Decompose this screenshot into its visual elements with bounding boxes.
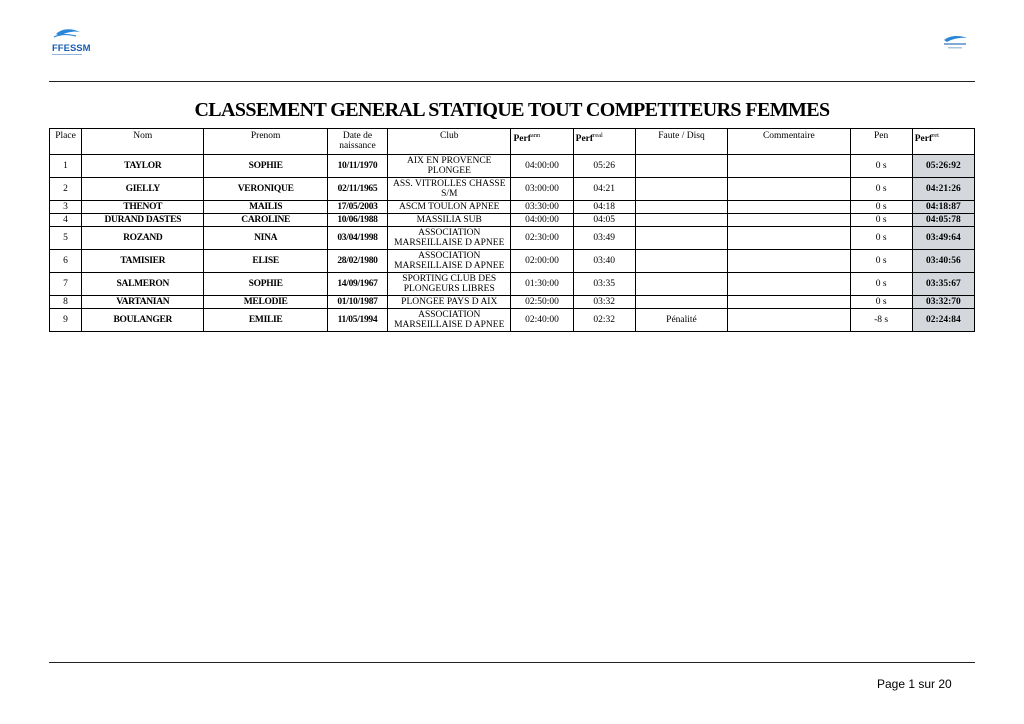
cell-club: MASSILIA SUB <box>388 214 511 227</box>
cell-perf-real: 03:49 <box>573 227 635 250</box>
cell-prenom: MAILIS <box>204 201 327 214</box>
cell-date: 11/05/1994 <box>327 309 387 332</box>
cell-pen: 0 s <box>850 214 912 227</box>
cell-perf-ann: 03:00:00 <box>511 178 573 201</box>
page-title: CLASSEMENT GENERAL STATIQUE TOUT COMPETITEURS FEMMES <box>194 99 830 121</box>
cell-perf-real: 03:40 <box>573 250 635 273</box>
cell-perf-real: 02:32 <box>573 309 635 332</box>
cell-perf-ret: 04:18:87 <box>912 201 974 214</box>
cell-perf-ann: 03:30:00 <box>511 201 573 214</box>
cell-perf-ann: 02:50:00 <box>511 296 573 309</box>
cell-prenom: SOPHIE <box>204 155 327 178</box>
cell-nom: VARTANIAN <box>82 296 204 309</box>
cell-perf-ret: 04:21:26 <box>912 178 974 201</box>
cell-date: 14/09/1967 <box>327 273 387 296</box>
cell-prenom: NINA <box>204 227 327 250</box>
table-header-row <box>50 129 975 155</box>
page-number: Page 1 sur 20 <box>877 677 952 691</box>
cell-nom: BOULANGER <box>82 309 204 332</box>
table-row <box>50 227 975 250</box>
cell-place: 2 <box>50 178 82 201</box>
cell-club: AIX EN PROVENCE PLONGEE <box>388 155 511 178</box>
col-faute: Faute / Disq <box>635 129 727 155</box>
cell-date: 10/06/1988 <box>327 214 387 227</box>
cell-date: 02/11/1965 <box>327 178 387 201</box>
cell-commentaire <box>728 214 850 227</box>
cell-place: 1 <box>50 155 82 178</box>
header-rule <box>49 81 975 82</box>
table-row <box>50 250 975 273</box>
cell-pen: 0 s <box>850 273 912 296</box>
cell-perf-ret: 03:32:70 <box>912 296 974 309</box>
cell-faute <box>635 155 727 178</box>
cell-perf-ann: 04:00:00 <box>511 155 573 178</box>
cell-commentaire <box>728 273 850 296</box>
cell-perf-ann: 04:00:00 <box>511 214 573 227</box>
cell-perf-ret: 04:05:78 <box>912 214 974 227</box>
cell-perf-real: 04:18 <box>573 201 635 214</box>
cell-pen: 0 s <box>850 227 912 250</box>
cell-prenom: MELODIE <box>204 296 327 309</box>
cell-perf-real: 03:32 <box>573 296 635 309</box>
cell-club: ASSOCIATION MARSEILLAISE D APNEE <box>388 227 511 250</box>
cell-prenom: CAROLINE <box>204 214 327 227</box>
col-place: Place <box>50 129 82 155</box>
ffessm-logo-text: FFESSM <box>52 43 91 54</box>
cell-commentaire <box>728 178 850 201</box>
cell-pen: 0 s <box>850 201 912 214</box>
cell-club: PLONGEE PAYS D AIX <box>388 296 511 309</box>
cell-pen: 0 s <box>850 296 912 309</box>
cell-perf-real: 04:21 <box>573 178 635 201</box>
col-perf-ann: Perf$^{ann}$ <box>511 129 573 155</box>
cell-perf-ann: 02:30:00 <box>511 227 573 250</box>
cell-pen: 0 s <box>850 155 912 178</box>
cell-perf-ret: 03:40:56 <box>912 250 974 273</box>
cell-pen: -8 s <box>850 309 912 332</box>
cell-commentaire <box>728 309 850 332</box>
cell-commentaire <box>728 227 850 250</box>
cell-club: ASCM TOULON APNEE <box>388 201 511 214</box>
col-nom: Nom <box>82 129 204 155</box>
cell-club: ASSOCIATION MARSEILLAISE D APNEE <box>388 250 511 273</box>
cell-perf-ann: 02:40:00 <box>511 309 573 332</box>
cell-perf-ret: 05:26:92 <box>912 155 974 178</box>
col-perf-real: Perf$^{real}$ <box>573 129 635 155</box>
cell-perf-ret: 03:35:67 <box>912 273 974 296</box>
cell-date: 28/02/1980 <box>327 250 387 273</box>
cell-place: 6 <box>50 250 82 273</box>
cell-date: 10/11/1970 <box>327 155 387 178</box>
table-row <box>50 214 975 227</box>
table-row <box>50 201 975 214</box>
cell-prenom: ELISE <box>204 250 327 273</box>
table-row <box>50 296 975 309</box>
cell-prenom: SOPHIE <box>204 273 327 296</box>
cell-date: 01/10/1987 <box>327 296 387 309</box>
cell-commentaire <box>728 250 850 273</box>
cell-faute <box>635 250 727 273</box>
cell-faute <box>635 273 727 296</box>
table-row <box>50 155 975 178</box>
cell-pen: 0 s <box>850 250 912 273</box>
cell-club: ASSOCIATION MARSEILLAISE D APNEE <box>388 309 511 332</box>
cell-faute <box>635 201 727 214</box>
cell-perf-ret: 03:49:64 <box>912 227 974 250</box>
cell-date: 03/04/1998 <box>327 227 387 250</box>
cell-place: 7 <box>50 273 82 296</box>
cell-nom: TAMISIER <box>82 250 204 273</box>
cell-perf-real: 04:05 <box>573 214 635 227</box>
table-row <box>50 178 975 201</box>
cell-prenom: VERONIQUE <box>204 178 327 201</box>
footer-rule <box>49 662 975 663</box>
cell-nom: TAYLOR <box>82 155 204 178</box>
cell-faute: Pénalité <box>635 309 727 332</box>
table-row <box>50 273 975 296</box>
col-club: Club <box>388 129 511 155</box>
cell-nom: DURAND DASTES <box>82 214 204 227</box>
cell-pen: 0 s <box>850 178 912 201</box>
cell-nom: ROZAND <box>82 227 204 250</box>
cell-place: 5 <box>50 227 82 250</box>
cell-perf-real: 05:26 <box>573 155 635 178</box>
cell-perf-ret: 02:24:84 <box>912 309 974 332</box>
cell-commentaire <box>728 201 850 214</box>
ffessm-logo <box>50 25 91 59</box>
cell-club: SPORTING CLUB DES PLONGEURS LIBRES <box>388 273 511 296</box>
col-pen: Pen <box>850 129 912 155</box>
col-commentaire: Commentaire <box>728 129 850 155</box>
cell-perf-ann: 01:30:00 <box>511 273 573 296</box>
cell-faute <box>635 178 727 201</box>
cell-commentaire <box>728 155 850 178</box>
cell-place: 4 <box>50 214 82 227</box>
cell-place: 3 <box>50 201 82 214</box>
federation-emblem-icon <box>940 32 970 54</box>
cell-faute <box>635 296 727 309</box>
results-table <box>49 128 975 332</box>
cell-faute <box>635 227 727 250</box>
cell-club: ASS. VITROLLES CHASSE S/M <box>388 178 511 201</box>
table-row <box>50 309 975 332</box>
cell-nom: GIELLY <box>82 178 204 201</box>
cell-commentaire <box>728 296 850 309</box>
cell-prenom: EMILIE <box>204 309 327 332</box>
cell-date: 17/05/2003 <box>327 201 387 214</box>
cell-place: 8 <box>50 296 82 309</box>
cell-place: 9 <box>50 309 82 332</box>
cell-nom: THENOT <box>82 201 204 214</box>
col-date: Date de naissance <box>327 129 387 155</box>
cell-perf-ann: 02:00:00 <box>511 250 573 273</box>
col-prenom: Prenom <box>204 129 327 155</box>
cell-perf-real: 03:35 <box>573 273 635 296</box>
cell-nom: SALMERON <box>82 273 204 296</box>
col-perf-ret: Perf$^{ret}$ <box>912 129 974 155</box>
cell-faute <box>635 214 727 227</box>
